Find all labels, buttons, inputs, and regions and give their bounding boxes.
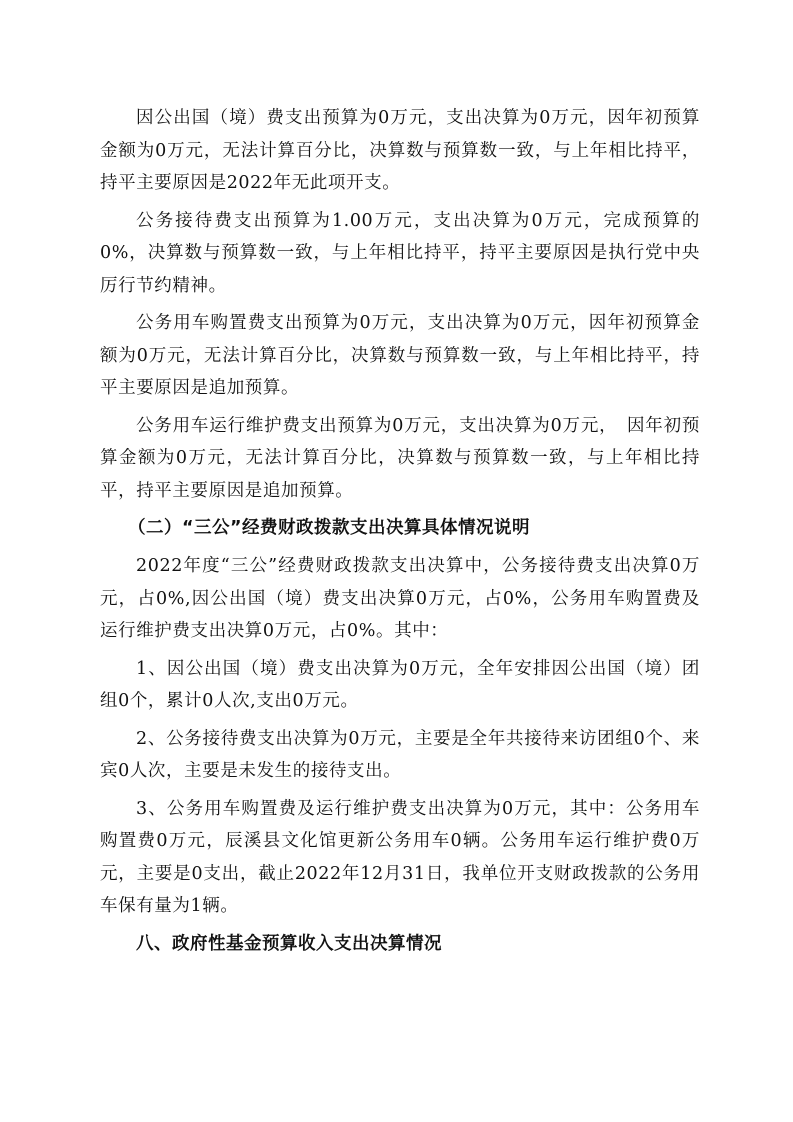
paragraph-item-3: 3、公务用车购置费及运行维护费支出决算为0万元，其中：公务用车购置费0万元，辰溪县文化馆更新公务用车0辆。公务用车运行维护费0万元，主要是0支出，截止2022年12月31日，我单位开支财政拨款的公务用车保有量为1辆。 — [100, 798, 700, 916]
paragraph-vehicle-maintenance: 公务用车运行维护费支出预算为0万元，支出决算为0万元， 因年初预算金额为0万元，无法计算百分比，决算数与预算数一致，与上年相比持平，持平主要原因是追加预算。 — [100, 415, 700, 501]
paragraph-official-reception: 公务接待费支出预算为1.00万元，支出决算为0万元，完成预算的0%，决算数与预算数一致，与上年相比持平，持平主要原因是执行党中央厉行节约精神。 — [100, 210, 700, 296]
section-heading-government-funds: 八、政府性基金预算收入支出决算情况 — [136, 933, 442, 954]
paragraph-item-2: 2、公务接待费支出决算为0万元，主要是全年共接待来访团组0个、来宾0人次，主要是未发生的接待支出。 — [100, 728, 700, 781]
section-heading-three-public-expenses: （二）“三公”经费财政拨款支出决算具体情况说明 — [128, 518, 531, 538]
paragraph-vehicle-purchase: 公务用车购置费支出预算为0万元，支出决算为0万元，因年初预算金额为0万元，无法计算百分比，决算数与预算数一致，与上年相比持平，持平主要原因是追加预算。 — [100, 313, 700, 398]
paragraph-overseas-travel: 因公出国（境）费支出预算为0万元，支出决算为0万元，因年初预算金额为0万元，无法计算百分比，决算数与预算数一致，与上年相比持平，持平主要原因是2022年无此项开支。 — [100, 108, 700, 193]
document-body — [100, 102, 700, 966]
paragraph-item-1: 1、因公出国（境）费支出决算为0万元，全年安排因公出国（境）团组0个，累计0人次,支出0万元。 — [100, 658, 700, 711]
paragraph-expense-summary: 2022年度“三公”经费财政拨款支出决算中，公务接待费支出决算0万元，占0%,因公出国（境）费支出决算0万元，占0%，公务用车购置费及运行维护费支出决算0万元，占0%。其中： — [100, 556, 700, 641]
